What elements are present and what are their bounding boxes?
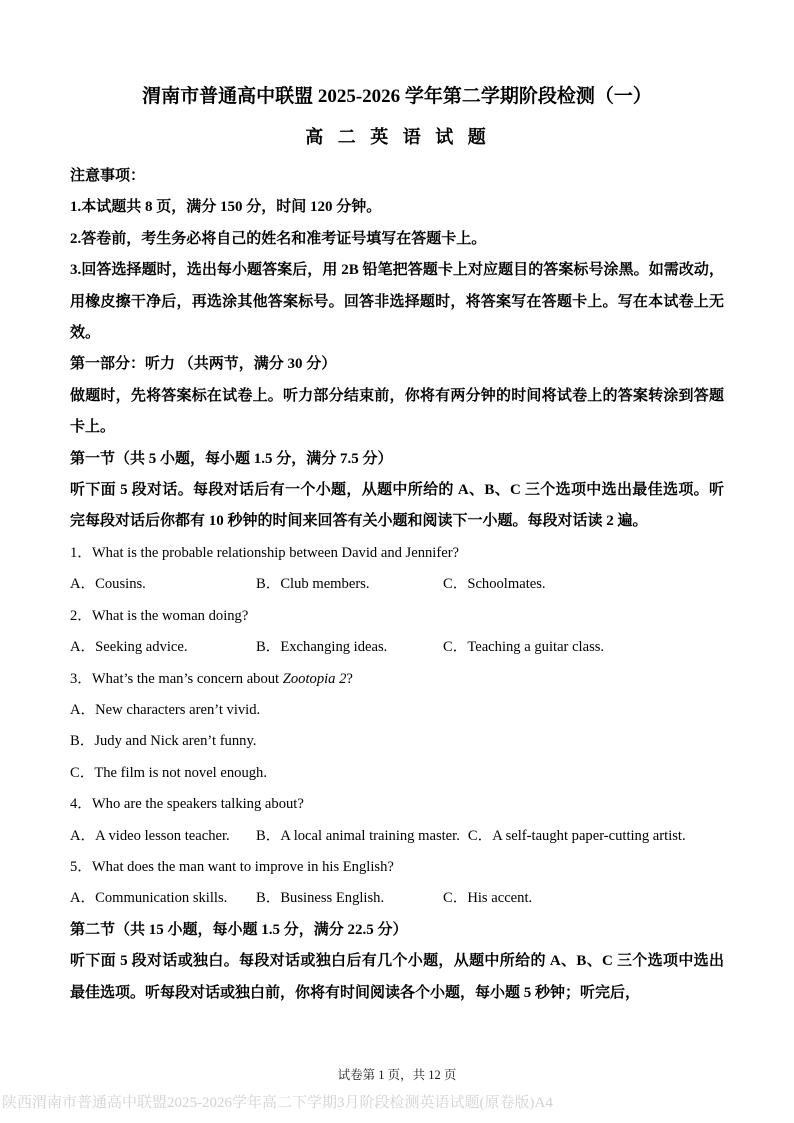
footer-page-info: 试卷第 1 页，共 12 页 xyxy=(337,1068,457,1082)
question-3-stem-italic: Zootopia 2 xyxy=(282,670,347,687)
question-3-stem xyxy=(70,664,724,695)
notice-item-2: 2.答卷前，考生务必将自己的姓名和准考证号填写在答题卡上。 xyxy=(70,230,487,247)
question-5-option-a: A．Communication skills. xyxy=(70,890,228,907)
question-2-option-a: A．Seeking advice. xyxy=(70,639,188,656)
question-1-option-c: C．Schoolmates. xyxy=(443,576,546,593)
section2-instruction: 听下面 5 段对话或独白。每段对话或独白后有几个小题，从题中所给的 A、B、C 三个选项中选出最佳选项。听每段对话或独白前，你将有时间阅读各个小题，每小题 5 秒钟；听完后， xyxy=(70,953,724,1001)
part1-heading: 第一部分：听力 （共两节，满分 30 分） xyxy=(70,356,337,373)
question-4 xyxy=(70,789,724,852)
question-1-option-a: A．Cousins. xyxy=(70,576,146,593)
question-1-options xyxy=(70,569,724,600)
question-2-option-c: C．Teaching a guitar class. xyxy=(443,639,605,656)
exam-title: 渭南市普通高中联盟 2025-2026 学年第二学期阶段检测（一） xyxy=(142,86,652,107)
question-2-option-b: B．Exchanging ideas. xyxy=(256,639,388,656)
question-4-option-b: B．A local animal training master. xyxy=(256,827,460,844)
question-3 xyxy=(70,664,724,790)
question-3-stem-prefix: 3．What’s the man’s concern about xyxy=(70,670,283,687)
question-5-option-b: B．Business English. xyxy=(256,890,385,907)
section1-heading: 第一节（共 5 小题，每小题 1.5 分，满分 7.5 分） xyxy=(70,450,393,467)
question-3-option-a: A．New characters aren’t vivid. xyxy=(70,701,261,718)
question-3-option-b: B．Judy and Nick aren’t funny. xyxy=(70,733,257,750)
question-4-option-a: A．A video lesson teacher. xyxy=(70,827,230,844)
question-3-option-c: C．The film is not novel enough. xyxy=(70,764,267,781)
question-1-stem: 1．What is the probable relationship between David and Jennifer? xyxy=(70,544,460,561)
exam-subtitle: 高 二 英 语 试 题 xyxy=(305,127,489,147)
exam-body xyxy=(70,161,724,1009)
notice-item-3: 3.回答选择题时，选出每小题答案后，用 2B 铅笔把答题卡上对应题目的答案标号涂黑。如需改动，用橡皮擦干净后，再选涂其他答案标号。回答非选择题时，将答案写在答题卡上。写在本试卷上无效。 xyxy=(70,262,724,342)
notice-item-1: 1.本试题共 8 页，满分 150 分，时间 120 分钟。 xyxy=(70,199,382,216)
watermark-text: 陕西渭南市普通高中联盟2025-2026学年高二下学期3月阶段检测英语试题(原卷版)A4 xyxy=(2,1095,553,1111)
section1-instruction: 听下面 5 段对话。每段对话后有一个小题，从题中所给的 A、B、C 三个选项中选出最佳选项。听完每段对话后你都有 10 秒钟的时间来回答有关小题和阅读下一小题。每段对话读 2 遍。 xyxy=(70,482,724,530)
question-2 xyxy=(70,601,724,664)
question-5-stem: 5．What does the man want to improve in his English? xyxy=(70,858,394,875)
question-3-stem-suffix: ? xyxy=(346,670,353,687)
question-1-option-b: B．Club members. xyxy=(256,576,370,593)
question-5 xyxy=(70,852,724,915)
part1-instruction: 做题时，先将答案标在试卷上。听力部分结束前，你将有两分钟的时间将试卷上的答案转涂到答题卡上。 xyxy=(70,387,724,436)
question-5-option-c: C．His accent. xyxy=(443,890,533,907)
question-4-options xyxy=(70,821,724,852)
question-5-options xyxy=(70,883,724,914)
question-2-stem: 2．What is the woman doing? xyxy=(70,607,249,624)
question-4-option-c: C．A self-taught paper-cutting artist. xyxy=(467,827,686,844)
section2-heading: 第二节（共 15 小题，每小题 1.5 分，满分 22.5 分） xyxy=(70,921,408,938)
notice-label: 注意事项： xyxy=(70,168,146,184)
question-2-options xyxy=(70,632,724,663)
question-4-stem: 4．Who are the speakers talking about? xyxy=(70,796,304,813)
question-1 xyxy=(70,538,724,601)
